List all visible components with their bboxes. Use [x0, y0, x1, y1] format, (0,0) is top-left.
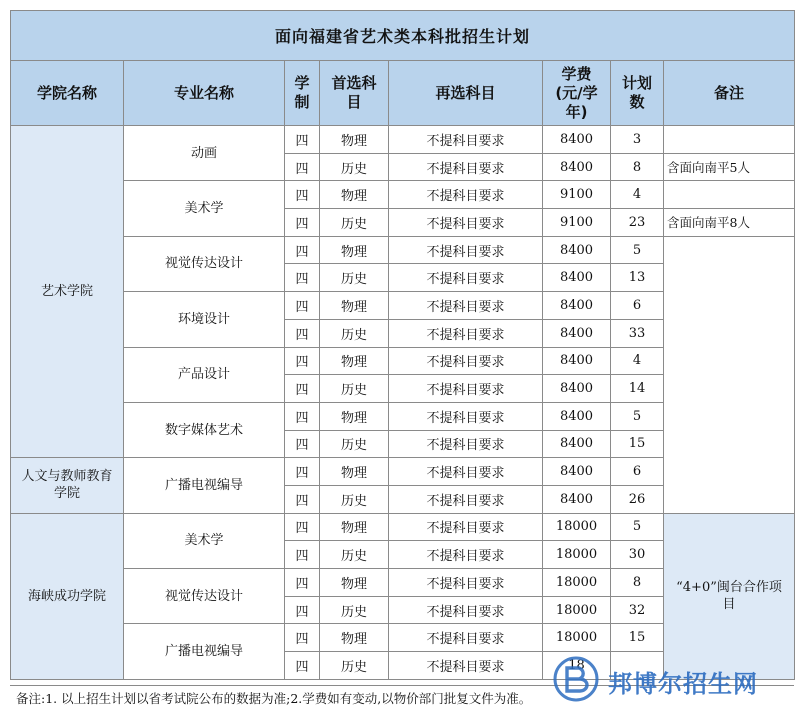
table-body: [11, 126, 795, 680]
years-cell: 四: [285, 569, 320, 597]
major-name: 美术学: [124, 513, 285, 568]
years-cell: 四: [285, 485, 320, 513]
fee-cell: 8400: [543, 458, 611, 486]
first-subject-cell: 物理: [320, 458, 389, 486]
fee-cell: 8400: [543, 485, 611, 513]
merged-remark: “4+0”闽台合作项 目: [664, 513, 795, 679]
watermark-text: 邦博尔招生网: [608, 670, 758, 698]
years-cell: 四: [285, 652, 320, 680]
second-subject-cell: 不提科目要求: [389, 347, 543, 375]
fee-cell: 18000: [543, 624, 611, 652]
second-subject-cell: 不提科目要求: [389, 402, 543, 430]
years-cell: 四: [285, 375, 320, 403]
footnote: 备注:1. 以上招生计划以省考试院公布的数据为准;2.学费如有变动,以物价部门批复文件为准。: [10, 685, 794, 711]
header-fee: 学费 (元/学 年): [543, 61, 611, 126]
plan-cell: 5: [611, 236, 664, 264]
fee-cell: 18000: [543, 569, 611, 597]
major-name: 数字媒体艺术: [124, 402, 285, 457]
second-subject-cell: 不提科目要求: [389, 375, 543, 403]
second-subject-cell: 不提科目要求: [389, 458, 543, 486]
college-name: 艺术学院: [11, 126, 124, 458]
plan-cell: 23: [611, 209, 664, 237]
plan-cell: 26: [611, 485, 664, 513]
major-name: 视觉传达设计: [124, 569, 285, 624]
fee-cell: 18000: [543, 513, 611, 541]
watermark: [545, 650, 795, 708]
years-cell: 四: [285, 181, 320, 209]
first-subject-cell: 历史: [320, 209, 389, 237]
years-cell: 四: [285, 126, 320, 154]
first-subject-cell: 历史: [320, 375, 389, 403]
first-subject-cell: 物理: [320, 569, 389, 597]
first-subject-cell: 历史: [320, 430, 389, 458]
header-plan: 计划 数: [611, 61, 664, 126]
first-subject-cell: 物理: [320, 347, 389, 375]
years-cell: 四: [285, 624, 320, 652]
fee-cell: 9100: [543, 181, 611, 209]
years-cell: 四: [285, 153, 320, 181]
major-name: 视觉传达设计: [124, 236, 285, 291]
header-first-subject: 首选科 目: [320, 61, 389, 126]
fee-cell: 18000: [543, 596, 611, 624]
second-subject-cell: 不提科目要求: [389, 624, 543, 652]
fee-cell: 8400: [543, 430, 611, 458]
fee-cell: 8400: [543, 402, 611, 430]
remark-cell: 含面向南平5人: [664, 153, 795, 181]
second-subject-cell: 不提科目要求: [389, 513, 543, 541]
years-cell: 四: [285, 402, 320, 430]
first-subject-cell: 物理: [320, 181, 389, 209]
fee-cell: 9100: [543, 209, 611, 237]
first-subject-cell: 物理: [320, 624, 389, 652]
fee-cell: 8400: [543, 375, 611, 403]
school-logo-icon: [553, 656, 599, 702]
years-cell: 四: [285, 347, 320, 375]
fee-cell: 8400: [543, 292, 611, 320]
years-cell: 四: [285, 596, 320, 624]
years-cell: 四: [285, 458, 320, 486]
header-college: 学院名称: [11, 61, 124, 126]
first-subject-cell: 历史: [320, 264, 389, 292]
second-subject-cell: 不提科目要求: [389, 319, 543, 347]
first-subject-cell: 物理: [320, 402, 389, 430]
header-years: 学 制: [285, 61, 320, 126]
second-subject-cell: 不提科目要求: [389, 153, 543, 181]
plan-cell: 8: [611, 153, 664, 181]
second-subject-cell: 不提科目要求: [389, 596, 543, 624]
admission-plan-table: [10, 10, 795, 680]
plan-cell: 14: [611, 375, 664, 403]
remark-cell: [664, 236, 795, 513]
plan-cell: 4: [611, 347, 664, 375]
major-name: 美术学: [124, 181, 285, 236]
college-name: 人文与教师教育 学院: [11, 458, 124, 513]
fee-cell: 8400: [543, 347, 611, 375]
plan-cell: 3: [611, 126, 664, 154]
table-row: [11, 181, 795, 209]
fee-cell: 18: [543, 652, 611, 680]
plan-cell: 8: [611, 569, 664, 597]
years-cell: 四: [285, 541, 320, 569]
plan-cell: 30: [611, 541, 664, 569]
major-name: 动画: [124, 126, 285, 181]
major-name: 环境设计: [124, 292, 285, 347]
header-second-subject: 再选科目: [389, 61, 543, 126]
header-remark: 备注: [664, 61, 795, 126]
years-cell: 四: [285, 236, 320, 264]
plan-cell: 33: [611, 319, 664, 347]
years-cell: 四: [285, 430, 320, 458]
fee-cell: 8400: [543, 153, 611, 181]
second-subject-cell: 不提科目要求: [389, 181, 543, 209]
years-cell: 四: [285, 264, 320, 292]
first-subject-cell: 物理: [320, 236, 389, 264]
first-subject-cell: 物理: [320, 126, 389, 154]
second-subject-cell: 不提科目要求: [389, 126, 543, 154]
second-subject-cell: 不提科目要求: [389, 292, 543, 320]
years-cell: 四: [285, 209, 320, 237]
second-subject-cell: 不提科目要求: [389, 236, 543, 264]
first-subject-cell: 物理: [320, 292, 389, 320]
remark-cell: 含面向南平8人: [664, 209, 795, 237]
first-subject-cell: 历史: [320, 596, 389, 624]
fee-cell: 8400: [543, 319, 611, 347]
plan-cell: 15: [611, 624, 664, 652]
years-cell: 四: [285, 513, 320, 541]
plan-cell: 6: [611, 458, 664, 486]
first-subject-cell: 历史: [320, 319, 389, 347]
second-subject-cell: 不提科目要求: [389, 430, 543, 458]
remark-cell: [664, 181, 795, 209]
remark-cell: [664, 126, 795, 154]
first-subject-cell: 历史: [320, 652, 389, 680]
second-subject-cell: 不提科目要求: [389, 264, 543, 292]
table-row: [11, 126, 795, 154]
fee-cell: 8400: [543, 264, 611, 292]
years-cell: 四: [285, 292, 320, 320]
table-row: [11, 513, 795, 541]
first-subject-cell: 历史: [320, 485, 389, 513]
fee-cell: 18000: [543, 541, 611, 569]
plan-cell: 4: [611, 181, 664, 209]
admission-plan-table-wrapper: [10, 10, 794, 680]
major-name: 广播电视编导: [124, 624, 285, 679]
second-subject-cell: 不提科目要求: [389, 541, 543, 569]
second-subject-cell: 不提科目要求: [389, 209, 543, 237]
plan-cell: 15: [611, 430, 664, 458]
table-title: 面向福建省艺术类本科批招生计划: [11, 11, 795, 61]
major-name: 广播电视编导: [124, 458, 285, 513]
first-subject-cell: 历史: [320, 153, 389, 181]
header-major: 专业名称: [124, 61, 285, 126]
plan-cell: 5: [611, 402, 664, 430]
major-name: 产品设计: [124, 347, 285, 402]
years-cell: 四: [285, 319, 320, 347]
second-subject-cell: 不提科目要求: [389, 485, 543, 513]
plan-cell: 5: [611, 513, 664, 541]
second-subject-cell: 不提科目要求: [389, 652, 543, 680]
fee-cell: 8400: [543, 236, 611, 264]
plan-cell: 32: [611, 596, 664, 624]
college-name: 海峡成功学院: [11, 513, 124, 679]
fee-cell: 8400: [543, 126, 611, 154]
second-subject-cell: 不提科目要求: [389, 569, 543, 597]
plan-cell: 13: [611, 264, 664, 292]
first-subject-cell: 历史: [320, 541, 389, 569]
first-subject-cell: 物理: [320, 513, 389, 541]
plan-cell: 6: [611, 292, 664, 320]
table-row: [11, 236, 795, 264]
